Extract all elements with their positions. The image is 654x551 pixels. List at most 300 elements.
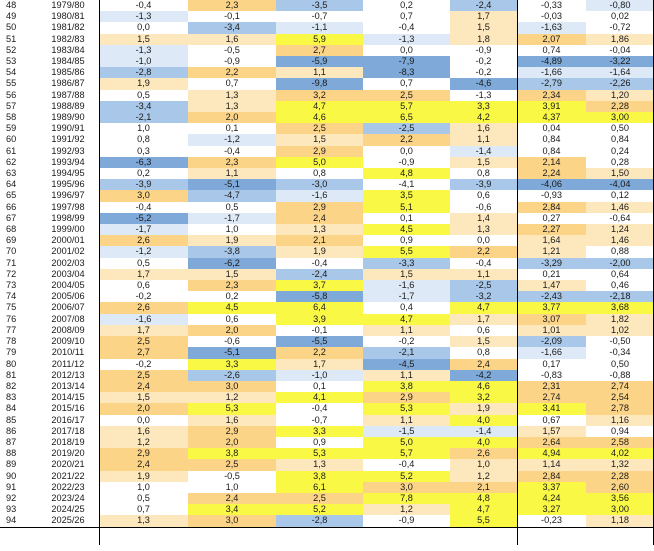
value-cell: 3,91 [517, 101, 586, 112]
row-index: 56 [6, 89, 17, 100]
season-label: 1980/81 [51, 11, 85, 22]
row-index: 71 [6, 257, 17, 268]
value-cell: 3,7 [276, 280, 363, 291]
value-cell: 0,8 [276, 168, 363, 179]
value-cell: 2,5 [99, 336, 188, 347]
value-cell: -1,6 [276, 190, 363, 201]
value-cell: 4,5 [363, 224, 450, 235]
value-cell: 1,7 [276, 359, 363, 370]
season-label: 1983/84 [51, 44, 85, 55]
value-cell: 1,24 [586, 224, 654, 235]
season-label: 2009/10 [51, 336, 85, 347]
value-cell: 3,8 [276, 471, 363, 482]
value-cell: 3,9 [276, 314, 363, 325]
value-cell: -2,8 [276, 515, 363, 527]
value-cell: -0,88 [586, 370, 654, 381]
row-index: 61 [6, 145, 17, 156]
value-cell: 1,1 [188, 168, 276, 179]
row-index: 81 [6, 369, 17, 380]
row-index: 85 [6, 414, 17, 425]
value-cell: 2,1 [276, 235, 363, 246]
row-index: 78 [6, 336, 17, 347]
value-cell: 2,2 [450, 246, 517, 257]
value-cell: 5,5 [450, 515, 517, 527]
value-cell: 2,24 [517, 168, 586, 179]
row-index: 73 [6, 280, 17, 291]
value-cell: 4,7 [363, 314, 450, 325]
value-cell: -4,7 [188, 190, 276, 201]
value-cell: -1,7 [99, 224, 188, 235]
value-cell: 2,9 [188, 426, 276, 437]
value-cell: 1,7 [99, 325, 188, 336]
value-cell: -2,18 [586, 291, 654, 302]
value-cell: 1,1 [450, 269, 517, 280]
row-index: 92 [6, 492, 17, 503]
value-cell: 5,3 [363, 403, 450, 414]
value-cell: -0,9 [363, 515, 450, 527]
value-cell: 0,7 [99, 504, 188, 515]
value-cell: -2,1 [99, 112, 188, 123]
value-cell: -4,04 [586, 179, 654, 190]
value-cell: -1,3 [450, 90, 517, 101]
value-cell: 4,24 [517, 493, 586, 504]
value-cell: -0,04 [586, 45, 654, 56]
value-cell: 1,2 [450, 471, 517, 482]
value-cell: 1,9 [188, 235, 276, 246]
value-cell: -1,5 [363, 426, 450, 437]
row-index: 68 [6, 224, 17, 235]
season-label: 2025/26 [37, 515, 99, 527]
value-cell: 0,0 [99, 415, 188, 426]
value-cell: 5,1 [363, 202, 450, 213]
value-cell: -4,6 [450, 78, 517, 89]
row-index: 58 [6, 112, 17, 123]
value-cell: 2,07 [517, 34, 586, 45]
value-cell: -4,06 [517, 179, 586, 190]
row-index: 53 [6, 56, 17, 67]
value-cell: 0,46 [586, 280, 654, 291]
row-index: 88 [6, 448, 17, 459]
value-cell: -0,5 [188, 471, 276, 482]
value-cell: 6,1 [276, 482, 363, 493]
value-cell: -1,4 [450, 146, 517, 157]
value-cell: 1,6 [188, 415, 276, 426]
value-cell: -1,7 [363, 291, 450, 302]
season-label: 1987/88 [51, 89, 85, 100]
value-cell: 5,7 [363, 448, 450, 459]
value-cell: 2,27 [517, 224, 586, 235]
value-cell: 0,7 [188, 78, 276, 89]
value-cell: -7,9 [363, 56, 450, 67]
value-cell: -1,2 [99, 246, 188, 257]
value-cell: 1,5 [450, 336, 517, 347]
value-cell: -2,79 [517, 78, 586, 89]
season-label: 1994/95 [51, 168, 85, 179]
row-index: 89 [6, 459, 17, 470]
season-label: 1981/82 [51, 22, 85, 33]
value-cell: -0,4 [363, 459, 450, 470]
value-cell: 1,4 [450, 213, 517, 224]
value-cell: 1,20 [586, 90, 654, 101]
season-label: 2020/21 [51, 459, 85, 470]
value-cell: 1,0 [99, 482, 188, 493]
value-cell: 1,5 [99, 392, 188, 403]
season-label: 1989/90 [51, 112, 85, 123]
season-label: 2013/14 [51, 380, 85, 391]
value-cell: -0,2 [450, 56, 517, 67]
row-index: 86 [6, 425, 17, 436]
value-cell: -2,4 [276, 269, 363, 280]
row-index: 72 [6, 268, 17, 279]
row-index: 51 [6, 33, 17, 44]
value-cell: 1,32 [586, 459, 654, 470]
value-cell: 2,58 [586, 437, 654, 448]
season-label: 2008/09 [51, 324, 85, 335]
value-cell: -3,5 [276, 0, 363, 11]
value-cell: -2,8 [99, 67, 188, 78]
row-index: 76 [6, 313, 17, 324]
value-cell: 0,3 [99, 146, 188, 157]
value-cell: 2,28 [586, 101, 654, 112]
value-cell: 1,64 [517, 235, 586, 246]
value-cell: -0,4 [99, 202, 188, 213]
season-label: 2000/01 [51, 235, 85, 246]
value-cell: -1,3 [99, 11, 188, 22]
value-cell: 3,8 [363, 381, 450, 392]
value-cell: 2,4 [99, 381, 188, 392]
value-cell: 1,50 [586, 168, 654, 179]
value-cell: 0,6 [450, 325, 517, 336]
value-cell: -1,0 [99, 56, 188, 67]
value-cell: 0,6 [450, 190, 517, 201]
value-cell: 1,02 [586, 325, 654, 336]
value-cell: 1,01 [517, 325, 586, 336]
value-cell: -2,5 [450, 280, 517, 291]
value-cell: 2,7 [99, 347, 188, 358]
value-cell: 2,0 [188, 325, 276, 336]
value-cell: 4,8 [363, 168, 450, 179]
season-label: 2011/12 [51, 358, 85, 369]
value-cell: 0,5 [99, 90, 188, 101]
value-cell: -5,8 [276, 291, 363, 302]
row-index: 79 [6, 347, 17, 358]
value-cell: -4,5 [363, 359, 450, 370]
value-cell: 3,56 [586, 493, 654, 504]
value-cell: 1,0 [188, 224, 276, 235]
value-cell: 2,4 [99, 459, 188, 470]
season-label: 2010/11 [51, 347, 85, 358]
value-cell: -3,9 [99, 179, 188, 190]
value-cell: 1,2 [99, 437, 188, 448]
value-cell: 1,9 [99, 78, 188, 89]
value-cell: 4,7 [276, 101, 363, 112]
value-cell: 1,57 [517, 426, 586, 437]
value-cell: 1,6 [450, 123, 517, 134]
value-cell: 3,5 [363, 190, 450, 201]
row-index: 64 [6, 179, 17, 190]
value-cell: 0,04 [517, 123, 586, 134]
row-index: 63 [6, 168, 17, 179]
value-cell: -0,2 [99, 359, 188, 370]
value-cell: -5,1 [188, 179, 276, 190]
row-index: 87 [6, 436, 17, 447]
value-cell: 0,2 [188, 291, 276, 302]
value-cell: -8,3 [363, 67, 450, 78]
row-index: 55 [6, 78, 17, 89]
value-cell: 2,60 [586, 482, 654, 493]
value-cell: -1,66 [517, 67, 586, 78]
row-index: 90 [6, 470, 17, 481]
value-cell: 3,3 [276, 426, 363, 437]
value-cell: -6,2 [188, 258, 276, 269]
value-cell: 0,4 [363, 302, 450, 313]
season-label: 2007/08 [51, 313, 85, 324]
value-cell: 1,5 [450, 22, 517, 33]
value-cell: -0,4 [276, 403, 363, 414]
value-cell: 3,41 [517, 403, 586, 414]
row-index: 60 [6, 134, 17, 145]
value-cell: 1,0 [450, 459, 517, 470]
value-cell: 2,34 [517, 90, 586, 101]
row-index: 93 [6, 504, 17, 515]
value-cell: 0,50 [586, 123, 654, 134]
row-index: 62 [6, 156, 17, 167]
value-cell: -0,80 [586, 0, 654, 11]
value-cell: -0,7 [276, 415, 363, 426]
value-cell: -1,4 [450, 426, 517, 437]
value-cell: -3,0 [276, 179, 363, 190]
value-cell: 0,28 [586, 157, 654, 168]
value-cell: 2,31 [517, 381, 586, 392]
season-label: 1997/98 [51, 201, 85, 212]
value-cell: 4,94 [517, 448, 586, 459]
value-cell: 4,1 [276, 392, 363, 403]
season-label: 2021/22 [51, 470, 85, 481]
value-cell: 5,2 [276, 504, 363, 515]
value-cell: 0,0 [450, 235, 517, 246]
value-cell: 1,14 [517, 459, 586, 470]
value-cell: -0,6 [450, 202, 517, 213]
row-index: 70 [6, 246, 17, 257]
season-label: 2001/02 [51, 246, 85, 257]
value-cell: 0,84 [517, 134, 586, 145]
season-label: 1979/80 [51, 0, 85, 10]
value-cell: -0,9 [363, 157, 450, 168]
value-cell: 1,0 [99, 123, 188, 134]
value-cell: -0,9 [450, 45, 517, 56]
value-cell: 4,5 [188, 302, 276, 313]
value-cell: -2,6 [188, 370, 276, 381]
season-label: 2006/07 [51, 302, 85, 313]
value-cell: 3,0 [99, 190, 188, 201]
value-cell: 1,18 [586, 515, 654, 527]
row-index: 54 [6, 67, 17, 78]
value-cell: 0,5 [99, 493, 188, 504]
row-index: 75 [6, 302, 17, 313]
column-divider-middle [517, 0, 518, 545]
value-cell: 2,2 [188, 67, 276, 78]
value-cell: 0,7 [363, 78, 450, 89]
value-cell: -0,34 [586, 347, 654, 358]
value-cell: 0,8 [450, 168, 517, 179]
value-cell: 0,67 [517, 415, 586, 426]
value-cell: 0,9 [363, 235, 450, 246]
value-cell: 2,74 [517, 392, 586, 403]
value-cell: 1,8 [450, 34, 517, 45]
value-cell: 4,02 [586, 448, 654, 459]
value-cell: 3,8 [188, 448, 276, 459]
season-label: 1985/86 [51, 67, 85, 78]
season-label: 2012/13 [51, 369, 85, 380]
season-label: 1990/91 [51, 123, 85, 134]
value-cell: 3,0 [188, 381, 276, 392]
season-label: 1986/87 [51, 78, 85, 89]
value-cell: 0,2 [99, 168, 188, 179]
value-cell: 2,84 [517, 202, 586, 213]
value-cell: 3,77 [517, 302, 586, 313]
season-label: 1988/89 [51, 100, 85, 111]
value-cell: 1,46 [586, 202, 654, 213]
value-cell: 2,84 [517, 471, 586, 482]
row-index: 74 [6, 291, 17, 302]
value-cell: 0,9 [276, 437, 363, 448]
row-index: 49 [6, 11, 17, 22]
value-cell: 1,7 [450, 314, 517, 325]
value-cell: 4,2 [450, 112, 517, 123]
season-label: 2023/24 [51, 492, 85, 503]
value-cell: 2,5 [276, 493, 363, 504]
value-cell: -3,3 [363, 258, 450, 269]
value-cell: -0,03 [517, 11, 586, 22]
value-cell: 4,7 [450, 302, 517, 313]
value-cell: -9,8 [276, 78, 363, 89]
column-divider-left [99, 0, 100, 545]
value-cell: 1,3 [188, 101, 276, 112]
value-cell: 5,2 [363, 471, 450, 482]
value-cell: 2,14 [517, 157, 586, 168]
season-label: 1999/00 [51, 224, 85, 235]
value-cell: 5,5 [363, 246, 450, 257]
value-cell: -3,29 [517, 258, 586, 269]
value-cell: -0,2 [99, 291, 188, 302]
value-cell: -1,64 [586, 67, 654, 78]
value-cell: 0,17 [517, 359, 586, 370]
value-cell: 2,4 [276, 213, 363, 224]
value-cell: -2,09 [517, 336, 586, 347]
value-cell: 2,6 [99, 302, 188, 313]
value-cell: -4,1 [363, 179, 450, 190]
row-index: 67 [6, 212, 17, 223]
value-cell: 3,68 [586, 302, 654, 313]
value-cell: 1,9 [276, 246, 363, 257]
value-cell: -2,43 [517, 291, 586, 302]
value-cell: -5,5 [276, 336, 363, 347]
value-cell: 4,37 [517, 112, 586, 123]
season-label: 2016/17 [51, 414, 85, 425]
value-cell: 5,0 [363, 437, 450, 448]
season-label: 2014/15 [51, 392, 85, 403]
value-cell: 0,1 [188, 123, 276, 134]
value-cell: 4,8 [450, 493, 517, 504]
value-cell: -0,2 [363, 336, 450, 347]
value-cell: -5,9 [276, 56, 363, 67]
value-cell: 1,2 [188, 392, 276, 403]
value-cell: 2,6 [99, 235, 188, 246]
value-cell: 2,64 [517, 437, 586, 448]
value-cell: 1,7 [450, 11, 517, 22]
value-cell: 1,86 [586, 34, 654, 45]
value-cell: 0,21 [517, 269, 586, 280]
value-cell: -2,26 [586, 78, 654, 89]
value-cell: -0,93 [517, 190, 586, 201]
value-cell: -1,7 [188, 213, 276, 224]
value-cell: 4,7 [450, 504, 517, 515]
value-cell: 0,8 [99, 134, 188, 145]
value-cell: 0,6 [99, 280, 188, 291]
value-cell: 0,0 [363, 146, 450, 157]
value-cell: 0,5 [99, 258, 188, 269]
value-cell: 0,0 [363, 45, 450, 56]
value-cell: -0,4 [363, 22, 450, 33]
season-label: 2015/16 [51, 403, 85, 414]
value-cell: -3,9 [450, 179, 517, 190]
season-label: 1996/97 [51, 190, 85, 201]
value-cell: -0,5 [188, 45, 276, 56]
value-cell: -3,8 [188, 246, 276, 257]
value-cell: 3,0 [363, 482, 450, 493]
value-cell: 2,5 [99, 370, 188, 381]
value-cell: 3,0 [188, 515, 276, 527]
value-cell: 5,3 [276, 448, 363, 459]
season-label: 2017/18 [51, 425, 85, 436]
value-cell: 1,16 [586, 415, 654, 426]
value-cell: -0,72 [586, 22, 654, 33]
value-cell: 2,28 [586, 471, 654, 482]
value-cell: 0,64 [586, 269, 654, 280]
value-cell: 3,00 [586, 504, 654, 515]
value-cell: 0,12 [586, 190, 654, 201]
value-cell: 1,47 [517, 280, 586, 291]
value-cell: 1,21 [517, 246, 586, 257]
value-cell: -1,6 [363, 280, 450, 291]
value-cell: 1,82 [586, 314, 654, 325]
value-cell: -0,50 [586, 336, 654, 347]
value-cell: 2,3 [188, 157, 276, 168]
value-cell: 2,2 [363, 134, 450, 145]
row-index: 77 [6, 324, 17, 335]
value-cell: -1,6 [99, 314, 188, 325]
value-cell: 1,1 [363, 415, 450, 426]
value-cell: 1,5 [188, 269, 276, 280]
value-cell: -5,1 [188, 347, 276, 358]
value-cell: 1,2 [363, 504, 450, 515]
season-label: 2018/19 [51, 436, 85, 447]
value-cell: 3,3 [188, 359, 276, 370]
season-label: 2019/20 [51, 448, 85, 459]
value-cell: 2,2 [276, 347, 363, 358]
value-cell: 3,27 [517, 504, 586, 515]
value-cell: -2,5 [363, 123, 450, 134]
value-cell: -0,83 [517, 370, 586, 381]
value-cell: 2,9 [276, 202, 363, 213]
value-cell: 1,6 [99, 426, 188, 437]
value-cell: 2,9 [276, 146, 363, 157]
season-label: 2022/23 [51, 481, 85, 492]
season-label: 2002/03 [51, 257, 85, 268]
value-cell: 0,2 [363, 0, 450, 11]
value-cell: 2,1 [450, 482, 517, 493]
value-cell: 5,7 [363, 101, 450, 112]
